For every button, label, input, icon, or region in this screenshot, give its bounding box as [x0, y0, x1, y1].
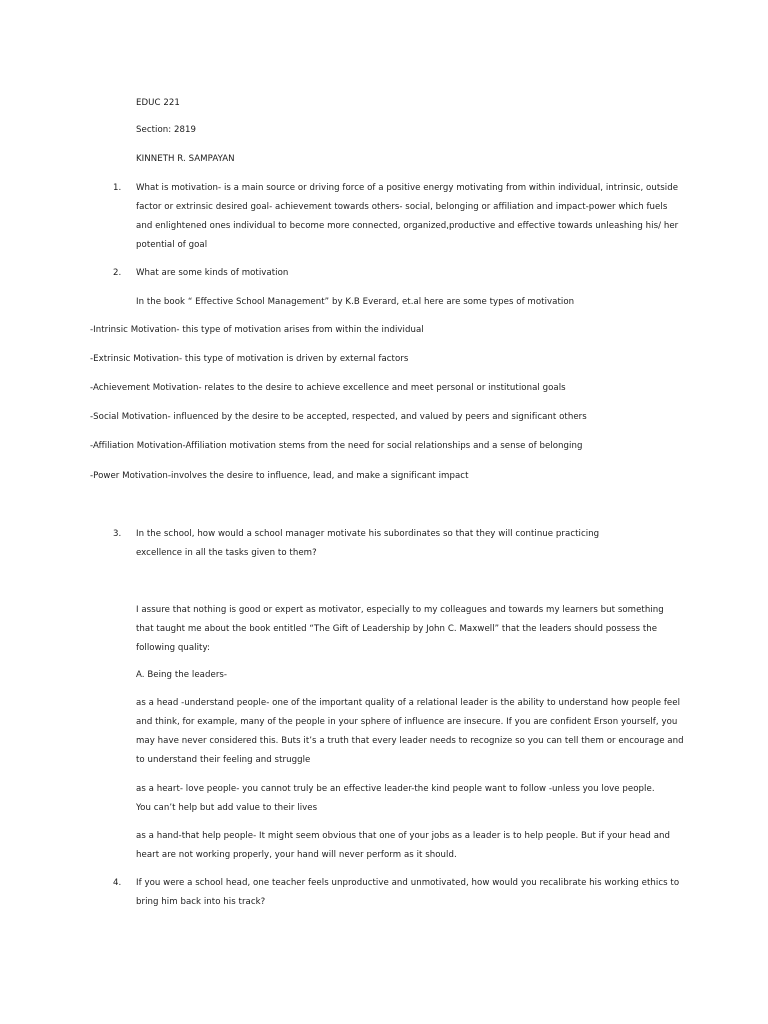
q2-question: What are some kinds of motivation — [136, 268, 289, 278]
q3-number: 3. — [113, 529, 122, 539]
course-code: EDUC 221 — [136, 98, 180, 108]
q3-answer: I assure that nothing is good or expert as motivator, especially to my colleagues and towards my learners but something that taught me about the book entitled “The Gift of Leadership by John C. Maxwell” that the leaders should possess the following quality: — [136, 605, 664, 653]
leader-heart-paragraph: as a heart- love people- you cannot truly be an effective leader-the kind people want to follow -unless you love people. You can’t help but add value to their lives — [136, 784, 655, 813]
q4-question: If you were a school head, one teacher feels unproductive and unmotivated, how would you recalibrate his working ethics to bring him back into his track? — [136, 878, 680, 907]
q2-intro: In the book “ Effective School Management” by K.B Everard, et.al here are some types of motivation — [136, 297, 575, 307]
motivation-type-affiliation: -Affiliation Motivation-Affiliation motivation stems from the need for social relationships and a sense of belonging — [90, 441, 583, 451]
q1-text: What is motivation- is a main source or driving force of a positive energy motivating from within individual, intrinsic, outside factor or extrinsic desired goal- achievement towards others- social, belonging or affiliation and impact-power which fuels and enlightened ones individual to become more connected, organized,productive and effective towards unleashing his/ her potential of goal — [136, 183, 679, 250]
q1-number: 1. — [113, 183, 122, 193]
motivation-type-extrinsic: -Extrinsic Motivation- this type of motivation is driven by external factors — [90, 354, 409, 364]
motivation-type-social: -Social Motivation- influenced by the desire to be accepted, respected, and valued by peers and significant others — [90, 412, 587, 422]
motivation-type-intrinsic: -Intrinsic Motivation- this type of motivation arises from within the individual — [90, 325, 424, 335]
leader-hand-paragraph: as a hand-that help people- It might seem obvious that one of your jobs as a leader is to help people. But if your head and heart are not working properly, your hand will never perform as it should. — [136, 831, 671, 860]
section-number: Section: 2819 — [136, 125, 197, 135]
q4-number: 4. — [113, 878, 122, 888]
q2-number: 2. — [113, 268, 122, 278]
student-name: KINNETH R. SAMPAYAN — [136, 154, 235, 164]
q3-subheading: A. Being the leaders- — [136, 670, 228, 680]
motivation-type-power: -Power Motivation-involves the desire to influence, lead, and make a significant impact — [90, 471, 469, 481]
q3-question: In the school, how would a school manager motivate his subordinates so that they will continue practicing excellence in all the tasks given to them? — [136, 529, 600, 558]
leader-head-paragraph: as a head -understand people- one of the important quality of a relational leader is the ability to understand how people feel and think, for example, many of the people in your sphere of influence are insecure. If you are confident Erson yourself, you may have never considered this. Buts it’s a truth that every leader needs to recognize so you can tell them or encourage and to understand their feeling and struggle — [136, 698, 684, 765]
motivation-type-achievement: -Achievement Motivation- relates to the desire to achieve excellence and meet personal or institutional goals — [90, 383, 566, 393]
